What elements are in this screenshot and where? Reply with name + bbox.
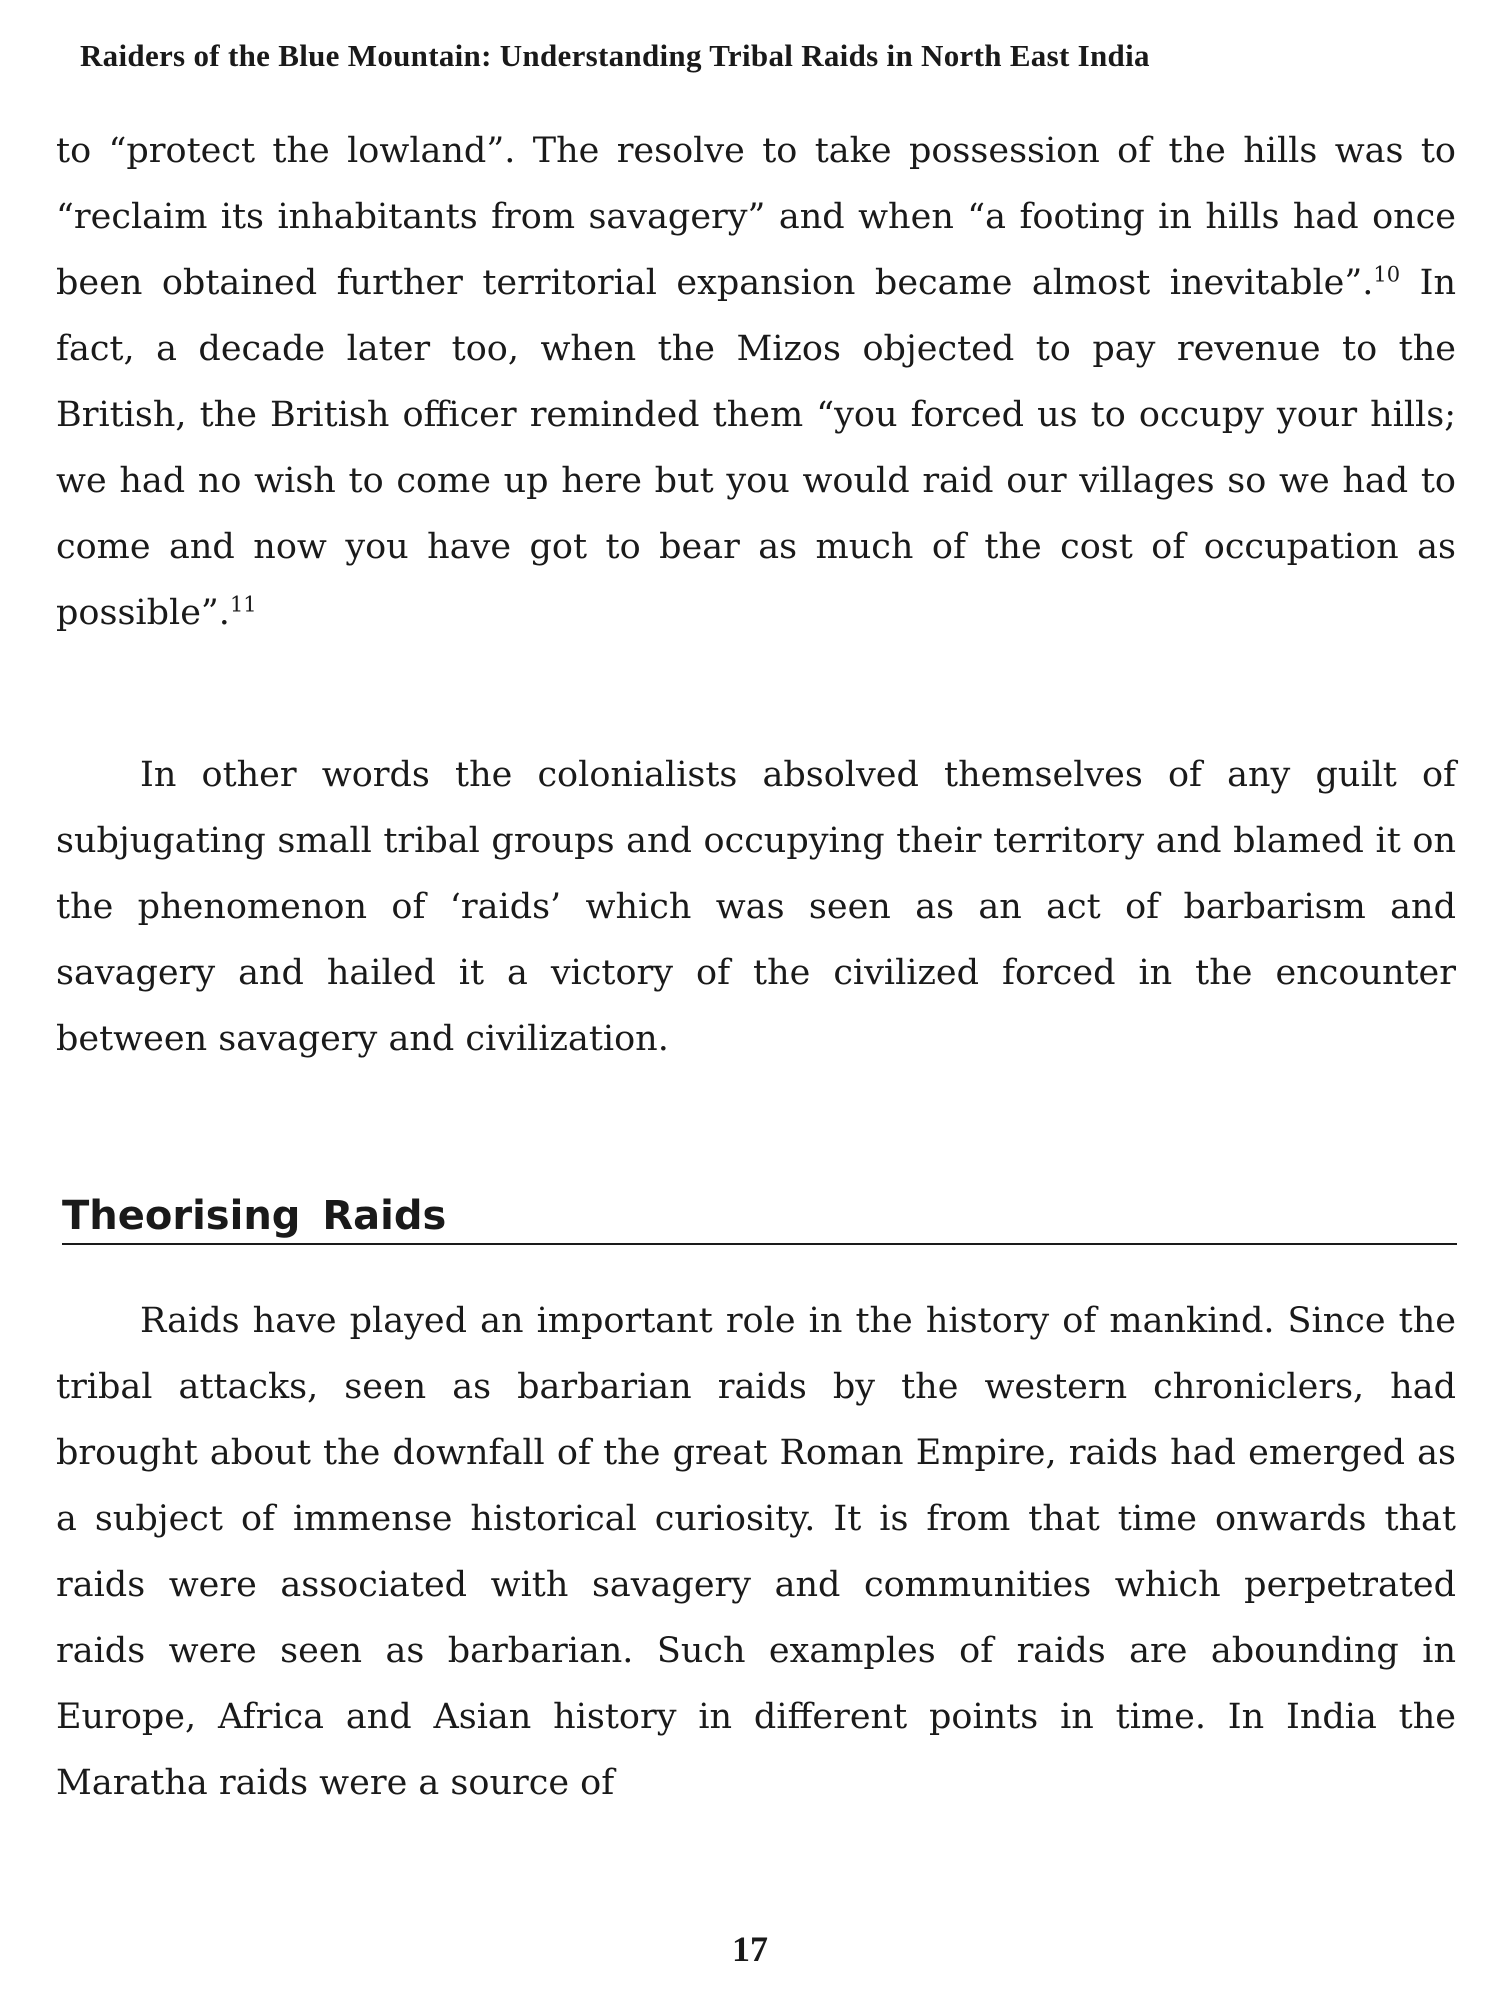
footnote-ref-10: 10 <box>1373 262 1401 287</box>
paragraph-text: to “protect the lowland”. The resolve to take possession of the hills was to “reclaim its inhabitants from savagery” and when “a footing in hills had once been obtained further territorial expansion became almost inevitable”. <box>56 131 1456 303</box>
running-head: Raiders of the Blue Mountain: Understanding Tribal Raids in North East India <box>80 38 1150 73</box>
section-heading-text: Theorising Raids <box>62 1193 447 1239</box>
page-number: 17 <box>732 1929 768 1969</box>
footnote-ref-11: 11 <box>229 592 257 617</box>
paragraph-text: In fact, a decade later too, when the Mizos objected to pay revenue to the British, the British officer reminded them “you forced us to occupy your hills; we had no wish to come up here but you would raid our villages so we had to come and now you have got to bear as much of the cost of occupation as possible”. <box>56 263 1456 633</box>
paragraph-colonialists: In other words the colonialists absolved themselves of any guilt of subjugating small tribal groups and occupying their territory and blamed it on the phenomenon of ‘raids’ which was seen as an act of barbarism and savagery and hailed it a victory of the civilized forced in the encounter between savagery and civilization. <box>56 755 1456 1059</box>
paragraph-theorising-raids: Raids have played an important role in the history of mankind. Since the tribal attacks, seen as barbarian raids by the western chroniclers, had brought about the downfall of the great Roman Empire, raids had emerged as a subject of immense historical curiosity. It is from that time onwards that raids were associated with savagery and communities which perpetrated raids were seen as barbarian. Such examples of raids are abounding in Europe, Africa and Asian history in different points in time. In India the Maratha raids were a source of <box>56 1301 1456 1803</box>
section-heading <box>62 1183 1457 1245</box>
paragraph-continued <box>56 118 1456 646</box>
